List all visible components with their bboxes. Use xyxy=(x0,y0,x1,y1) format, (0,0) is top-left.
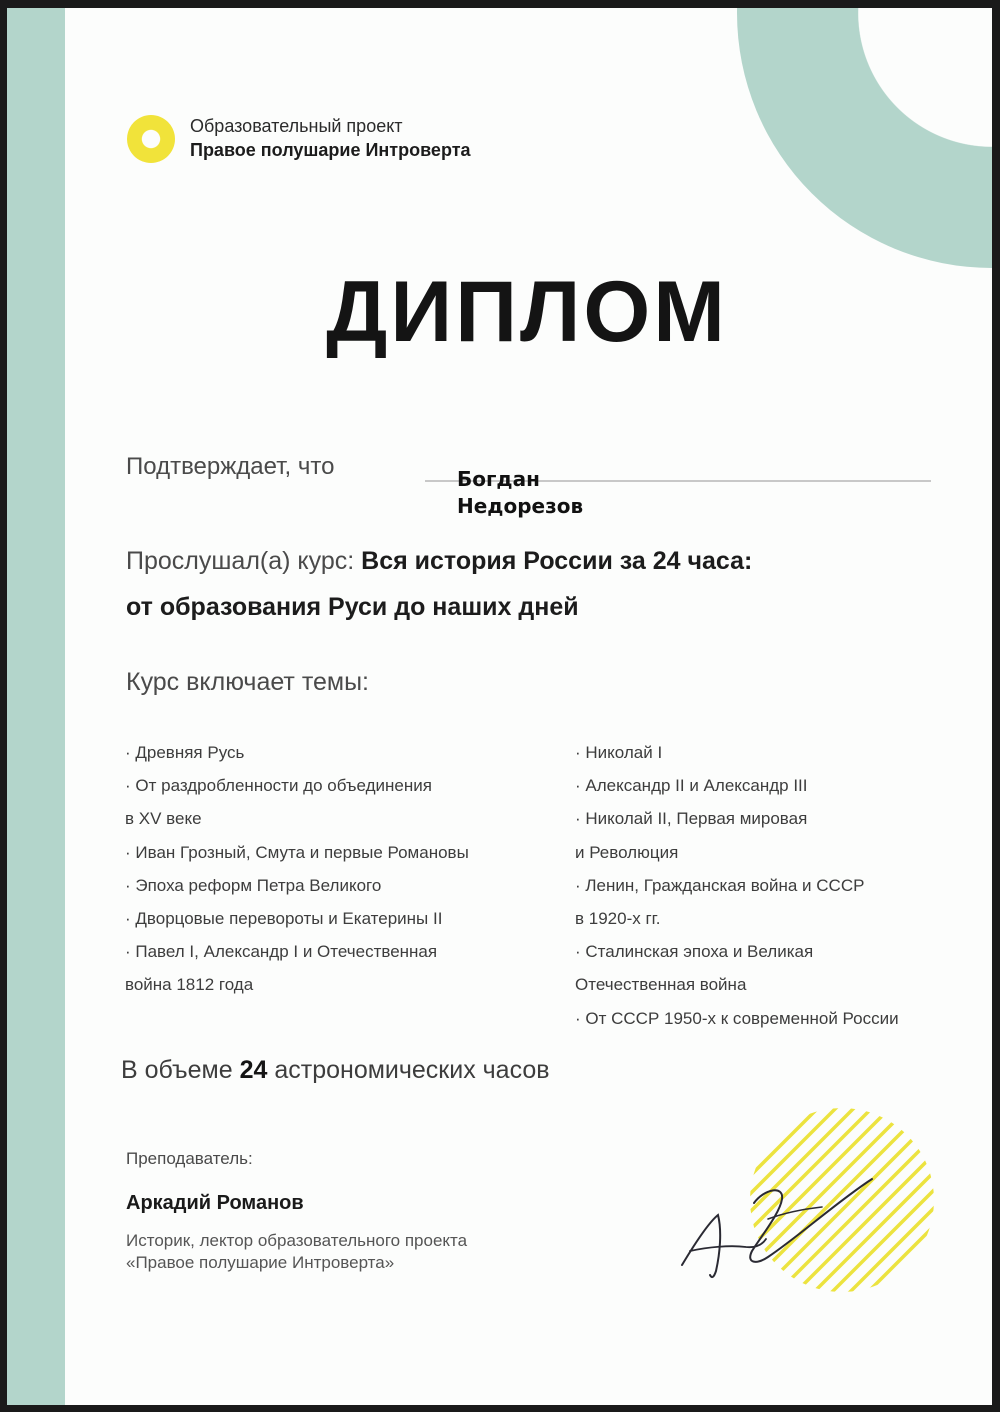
topic-item: · Николай I xyxy=(575,743,663,762)
topics-left-column xyxy=(125,736,555,1002)
topic-item: · От СССР 1950-х к современной России xyxy=(575,1008,899,1028)
topic-item: · Александр II и Александр III xyxy=(575,776,808,796)
volume-suffix: астрономических часов xyxy=(267,1056,550,1084)
recipient-name xyxy=(457,466,637,520)
topic-item: · Ленин, Гражданская война и СССР в 1920-х гг. xyxy=(575,875,865,929)
diploma-sheet xyxy=(7,8,992,1405)
teacher-desc-line1: Историк, лектор образовательного проекта xyxy=(126,1231,468,1250)
course-block xyxy=(126,538,752,630)
teacher-description xyxy=(126,1230,586,1274)
topic-item: · От раздробленности до объединения в XV веке xyxy=(125,776,432,829)
brand-subtitle: Образовательный проект xyxy=(190,116,403,136)
course-name-line2: от образования Руси до наших дней xyxy=(126,593,579,621)
recipient-first-name: Богдан xyxy=(457,467,540,491)
ring-logo-icon xyxy=(127,115,175,163)
recipient-last-name: Недорезов xyxy=(457,494,584,518)
volume-prefix: В объеме xyxy=(121,1056,240,1084)
topic-item: · Сталинская эпоха и Великая Отечественная война xyxy=(575,942,814,995)
topic-item: · Древняя Русь xyxy=(125,743,245,762)
course-name-line1: Вся история России за 24 часа: xyxy=(361,547,753,575)
course-label: Прослушал(а) курс: xyxy=(126,547,362,575)
handwritten-signature xyxy=(672,1153,892,1293)
topic-item: · Николай II, Первая мировая и Революция xyxy=(575,809,808,862)
volume-hours: 24 xyxy=(239,1056,268,1084)
corner-ring-decoration xyxy=(737,8,992,268)
topic-item: · Дворцовые перевороты и Екатерины II xyxy=(125,909,443,929)
teacher-name: Аркадий Романов xyxy=(126,1192,304,1214)
course-volume xyxy=(121,1056,550,1085)
topic-item: · Эпоха реформ Петра Великого xyxy=(125,875,382,895)
topics-heading: Курс включает темы: xyxy=(126,668,369,696)
topic-item: · Иван Грозный, Смута и первые Романовы xyxy=(125,842,469,862)
confirm-text: Подтверждает, что xyxy=(126,453,335,480)
teacher-label: Преподаватель: xyxy=(126,1149,253,1168)
topic-item: · Павел I, Александр I и Отечественная война 1812 года xyxy=(125,942,438,995)
brand-name: Правое полушарие Интроверта xyxy=(190,140,471,160)
diploma-title: ДИПЛОМ xyxy=(326,264,728,360)
teacher-desc-line2: «Правое полушарие Интроверта» xyxy=(126,1253,395,1272)
topics-right-column xyxy=(575,736,985,1035)
left-accent-stripe xyxy=(7,8,65,1405)
